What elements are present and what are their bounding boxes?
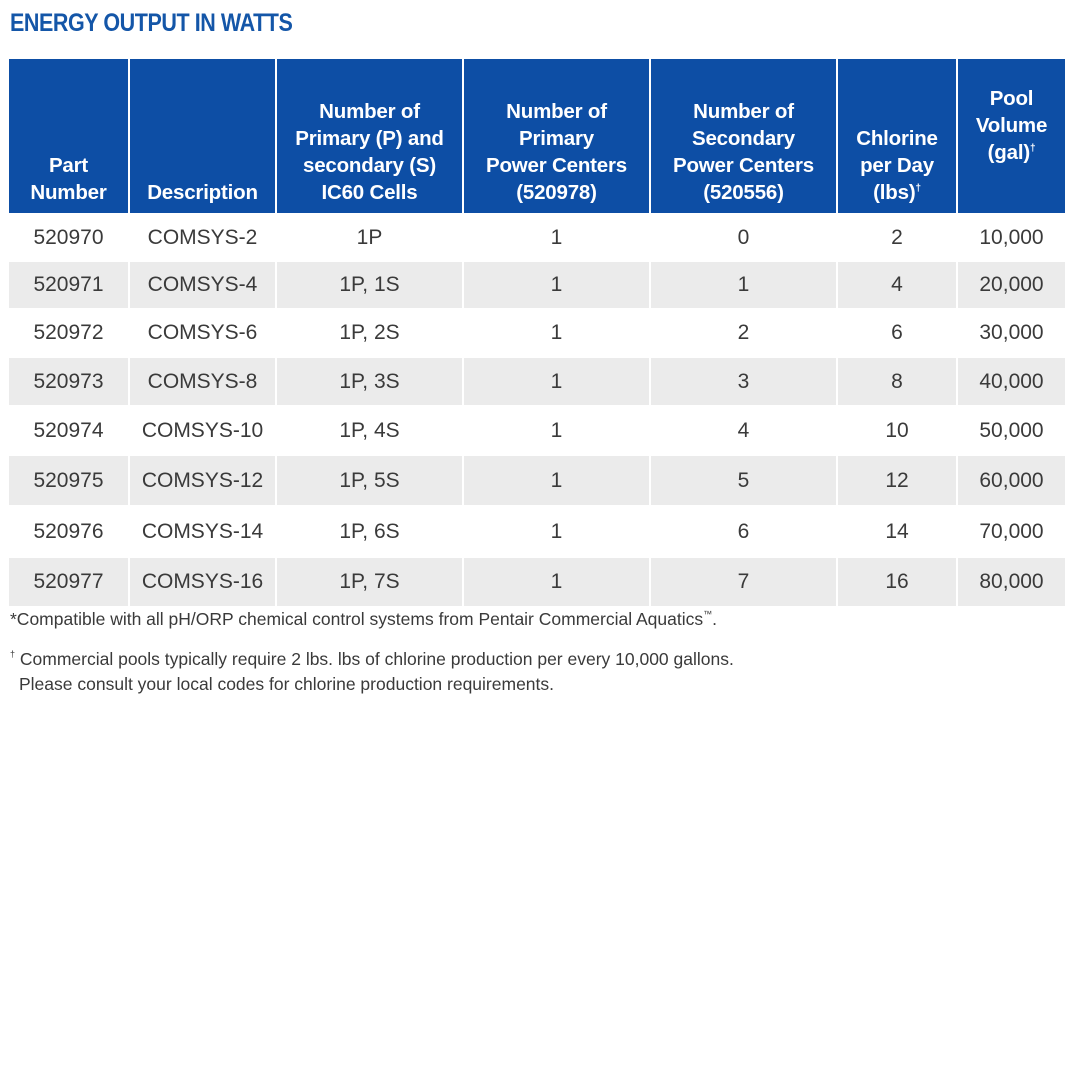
header-pool-volume: Pool Volume (gal)† [957,59,1065,214]
cell-description: COMSYS-12 [129,455,276,506]
cell-part-number: 520977 [9,557,129,606]
cell-secondary-power-centers: 6 [650,506,837,557]
cell-pool-volume: 40,000 [957,357,1065,406]
table-header-row [9,59,1065,214]
cell-cells: 1P, 2S [276,309,463,357]
cell-cells: 1P, 5S [276,455,463,506]
page-title: ENERGY OUTPUT IN WATTS [10,9,293,37]
cell-part-number: 520974 [9,406,129,455]
footnote-chlorine-continued: Please consult your local codes for chlorine production requirements. [19,674,555,694]
cell-pool-volume: 60,000 [957,455,1065,506]
header-chlorine-per-day: Chlorine per Day (lbs)† [837,59,957,214]
trademark-mark: ™ [703,609,713,619]
cell-secondary-power-centers: 0 [650,214,837,261]
cell-primary-power-centers: 1 [463,357,650,406]
cell-pool-volume: 30,000 [957,309,1065,357]
cell-chlorine-per-day: 14 [837,506,957,557]
header-description: Description [129,59,276,214]
cell-primary-power-centers: 1 [463,557,650,606]
header-secondary-power-centers: Number of Secondary Power Centers (520556) [650,59,837,214]
cell-description: COMSYS-6 [129,309,276,357]
cell-secondary-power-centers: 5 [650,455,837,506]
cell-cells: 1P, 1S [276,261,463,309]
cell-primary-power-centers: 1 [463,455,650,506]
cell-part-number: 520975 [9,455,129,506]
cell-secondary-power-centers: 2 [650,309,837,357]
table-row [9,557,1065,606]
header-cells: Number of Primary (P) and secondary (S) IC60 Cells [276,59,463,214]
cell-chlorine-per-day: 16 [837,557,957,606]
cell-pool-volume: 50,000 [957,406,1065,455]
table-row [9,506,1065,557]
cell-pool-volume: 20,000 [957,261,1065,309]
footnote-chlorine: † Commercial pools typically require 2 lbs. lbs of chlorine production per every 10,000 gallons. [10,649,734,669]
cell-chlorine-per-day: 8 [837,357,957,406]
cell-cells: 1P, 3S [276,357,463,406]
table-row [9,309,1065,357]
cell-part-number: 520972 [9,309,129,357]
cell-description: COMSYS-14 [129,506,276,557]
cell-secondary-power-centers: 7 [650,557,837,606]
footnotes [10,607,734,697]
spec-table [9,59,1065,606]
cell-description: COMSYS-4 [129,261,276,309]
cell-chlorine-per-day: 6 [837,309,957,357]
cell-secondary-power-centers: 4 [650,406,837,455]
table-row [9,455,1065,506]
cell-secondary-power-centers: 3 [650,357,837,406]
cell-description: COMSYS-10 [129,406,276,455]
dagger-mark: † [915,183,921,194]
cell-primary-power-centers: 1 [463,261,650,309]
cell-chlorine-per-day: 12 [837,455,957,506]
table-row [9,406,1065,455]
table-row [9,261,1065,309]
cell-part-number: 520976 [9,506,129,557]
cell-cells: 1P [276,214,463,261]
cell-primary-power-centers: 1 [463,214,650,261]
footnote-compatibility: *Compatible with all pH/ORP chemical control systems from Pentair Commercial Aquatics™. [10,609,717,629]
cell-cells: 1P, 4S [276,406,463,455]
table-row [9,357,1065,406]
cell-cells: 1P, 6S [276,506,463,557]
cell-pool-volume: 70,000 [957,506,1065,557]
cell-chlorine-per-day: 2 [837,214,957,261]
cell-cells: 1P, 7S [276,557,463,606]
cell-description: COMSYS-16 [129,557,276,606]
header-part-number: Part Number [9,59,129,214]
header-primary-power-centers: Number of Primary Power Centers (520978) [463,59,650,214]
cell-part-number: 520973 [9,357,129,406]
cell-primary-power-centers: 1 [463,506,650,557]
cell-pool-volume: 80,000 [957,557,1065,606]
cell-primary-power-centers: 1 [463,309,650,357]
dagger-mark: † [10,649,16,659]
cell-primary-power-centers: 1 [463,406,650,455]
cell-chlorine-per-day: 10 [837,406,957,455]
cell-description: COMSYS-8 [129,357,276,406]
table-body [9,214,1065,606]
cell-pool-volume: 10,000 [957,214,1065,261]
table-row [9,214,1065,261]
cell-chlorine-per-day: 4 [837,261,957,309]
dagger-mark: † [1029,143,1036,154]
cell-secondary-power-centers: 1 [650,261,837,309]
cell-part-number: 520970 [9,214,129,261]
cell-description: COMSYS-2 [129,214,276,261]
cell-part-number: 520971 [9,261,129,309]
